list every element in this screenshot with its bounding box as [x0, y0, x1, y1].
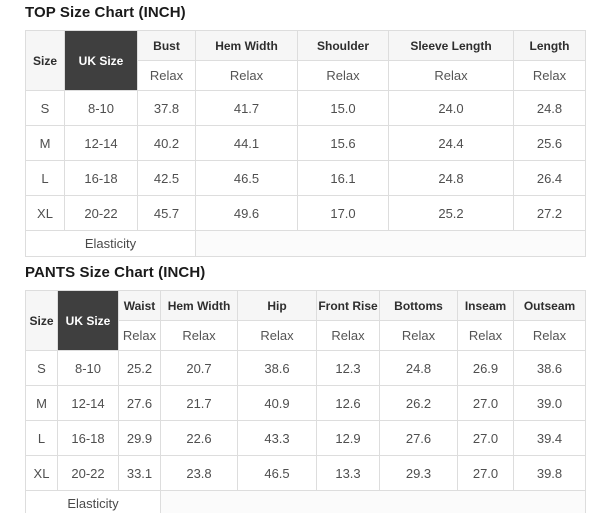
- value-cell: 21.7: [161, 386, 238, 421]
- value-cell: 24.8: [389, 161, 514, 196]
- pants-col-header-front-rise: Front Rise: [317, 291, 380, 321]
- table-row: [26, 126, 586, 161]
- value-cell: 17.0: [298, 196, 389, 231]
- value-cell: 40.2: [138, 126, 196, 161]
- value-cell: 49.6: [196, 196, 298, 231]
- size-cell: L: [26, 161, 65, 196]
- value-cell: 33.1: [119, 456, 161, 491]
- table-row: [26, 386, 586, 421]
- size-cell: M: [26, 126, 65, 161]
- top-col-header-shoulder: Shoulder: [298, 31, 389, 61]
- value-cell: 46.5: [238, 456, 317, 491]
- value-cell: 27.0: [458, 456, 514, 491]
- top-chart-title: TOP Size Chart (INCH): [25, 4, 186, 21]
- table-row: [26, 161, 586, 196]
- table-row: [26, 421, 586, 456]
- size-cell: L: [26, 421, 58, 456]
- fit-label-cell: Relax: [298, 61, 389, 91]
- value-cell: 25.2: [119, 351, 161, 386]
- value-cell: 24.0: [389, 91, 514, 126]
- value-cell: 25.6: [514, 126, 586, 161]
- uk-size-cell: 8-10: [65, 91, 138, 126]
- uk-size-cell: 20-22: [65, 196, 138, 231]
- pants-col-header-outseam: Outseam: [514, 291, 586, 321]
- value-cell: 12.6: [317, 386, 380, 421]
- fit-label-cell: Relax: [458, 321, 514, 351]
- fit-label-cell: Relax: [196, 61, 298, 91]
- top-elasticity-row: [26, 231, 586, 257]
- value-cell: 43.3: [238, 421, 317, 456]
- top-col-header-uk-size: UK Size: [65, 31, 138, 91]
- value-cell: 39.8: [514, 456, 586, 491]
- value-cell: 37.8: [138, 91, 196, 126]
- elasticity-label: Elasticity: [26, 491, 161, 513]
- value-cell: 16.1: [298, 161, 389, 196]
- top-col-header-size: Size: [26, 31, 65, 91]
- pants-col-header-waist: Waist: [119, 291, 161, 321]
- pants-elasticity-row: [26, 491, 586, 513]
- uk-size-cell: 8-10: [58, 351, 119, 386]
- value-cell: 20.7: [161, 351, 238, 386]
- value-cell: 13.3: [317, 456, 380, 491]
- top-col-header-length: Length: [514, 31, 586, 61]
- value-cell: 24.8: [380, 351, 458, 386]
- value-cell: 25.2: [389, 196, 514, 231]
- fit-label-cell: Relax: [238, 321, 317, 351]
- elasticity-empty-cell: [196, 231, 586, 257]
- pants-col-header-uk-size: UK Size: [58, 291, 119, 351]
- value-cell: 41.7: [196, 91, 298, 126]
- value-cell: 12.9: [317, 421, 380, 456]
- value-cell: 38.6: [514, 351, 586, 386]
- value-cell: 22.6: [161, 421, 238, 456]
- fit-label-cell: Relax: [514, 61, 586, 91]
- pants-chart-title: PANTS Size Chart (INCH): [25, 264, 206, 281]
- value-cell: 39.4: [514, 421, 586, 456]
- value-cell: 44.1: [196, 126, 298, 161]
- value-cell: 27.6: [119, 386, 161, 421]
- top-col-header-sleeve-length: Sleeve Length: [389, 31, 514, 61]
- value-cell: 38.6: [238, 351, 317, 386]
- uk-size-cell: 16-18: [65, 161, 138, 196]
- size-cell: XL: [26, 456, 58, 491]
- value-cell: 12.3: [317, 351, 380, 386]
- fit-label-cell: Relax: [317, 321, 380, 351]
- top-size-table: [25, 30, 586, 257]
- value-cell: 27.0: [458, 421, 514, 456]
- value-cell: 26.2: [380, 386, 458, 421]
- top-col-header-bust: Bust: [138, 31, 196, 61]
- pants-col-header-size: Size: [26, 291, 58, 351]
- size-cell: S: [26, 91, 65, 126]
- fit-label-cell: Relax: [119, 321, 161, 351]
- table-row: [26, 456, 586, 491]
- value-cell: 23.8: [161, 456, 238, 491]
- value-cell: 40.9: [238, 386, 317, 421]
- value-cell: 27.2: [514, 196, 586, 231]
- table-row: [26, 91, 586, 126]
- value-cell: 24.4: [389, 126, 514, 161]
- value-cell: 39.0: [514, 386, 586, 421]
- value-cell: 26.4: [514, 161, 586, 196]
- value-cell: 27.0: [458, 386, 514, 421]
- value-cell: 15.0: [298, 91, 389, 126]
- fit-label-cell: Relax: [389, 61, 514, 91]
- pants-col-header-bottoms: Bottoms: [380, 291, 458, 321]
- fit-label-cell: Relax: [161, 321, 238, 351]
- size-cell: S: [26, 351, 58, 386]
- elasticity-empty-cell: [161, 491, 586, 513]
- size-cell: M: [26, 386, 58, 421]
- table-row: [26, 196, 586, 231]
- top-header-row: [26, 31, 586, 61]
- value-cell: 45.7: [138, 196, 196, 231]
- value-cell: 24.8: [514, 91, 586, 126]
- pants-col-header-hem-width: Hem Width: [161, 291, 238, 321]
- pants-size-table: [25, 290, 586, 513]
- fit-label-cell: Relax: [514, 321, 586, 351]
- uk-size-cell: 12-14: [65, 126, 138, 161]
- value-cell: 27.6: [380, 421, 458, 456]
- uk-size-cell: 12-14: [58, 386, 119, 421]
- pants-header-row: [26, 291, 586, 321]
- value-cell: 15.6: [298, 126, 389, 161]
- table-row: [26, 351, 586, 386]
- value-cell: 29.9: [119, 421, 161, 456]
- pants-col-header-inseam: Inseam: [458, 291, 514, 321]
- value-cell: 42.5: [138, 161, 196, 196]
- pants-col-header-hip: Hip: [238, 291, 317, 321]
- fit-label-cell: Relax: [380, 321, 458, 351]
- value-cell: 46.5: [196, 161, 298, 196]
- fit-label-cell: Relax: [138, 61, 196, 91]
- elasticity-label: Elasticity: [26, 231, 196, 257]
- top-col-header-hem-width: Hem Width: [196, 31, 298, 61]
- uk-size-cell: 16-18: [58, 421, 119, 456]
- value-cell: 29.3: [380, 456, 458, 491]
- size-cell: XL: [26, 196, 65, 231]
- uk-size-cell: 20-22: [58, 456, 119, 491]
- value-cell: 26.9: [458, 351, 514, 386]
